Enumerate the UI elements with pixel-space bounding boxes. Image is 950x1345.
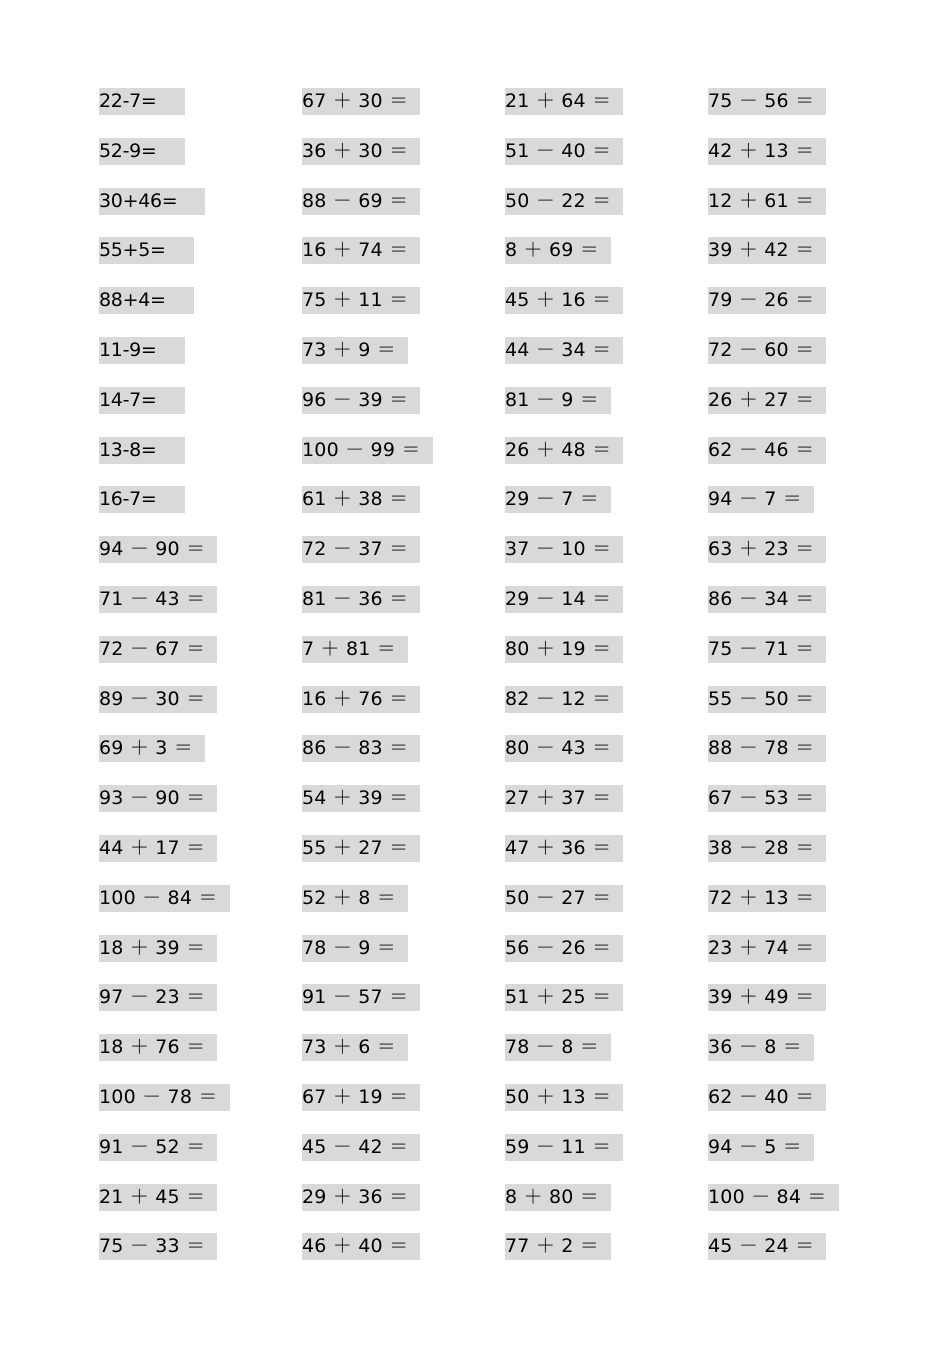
math-problem: 47 ＋ 36 ＝ bbox=[505, 835, 623, 862]
problem-cell bbox=[302, 984, 505, 1034]
math-problem: 16 ＋ 74 ＝ bbox=[302, 237, 420, 264]
problem-cell bbox=[505, 486, 708, 536]
problem-cell bbox=[302, 188, 505, 238]
problem-cell bbox=[302, 735, 505, 785]
problem-cell bbox=[302, 1034, 505, 1084]
problem-cell bbox=[99, 88, 302, 138]
math-problem: 50 － 27 ＝ bbox=[505, 885, 623, 912]
math-problem: 73 ＋ 6 ＝ bbox=[302, 1034, 408, 1061]
math-problem: 23 ＋ 74 ＝ bbox=[708, 935, 826, 962]
problem-cell bbox=[302, 586, 505, 636]
math-problem: 63 ＋ 23 ＝ bbox=[708, 536, 826, 563]
problem-cell bbox=[302, 1233, 505, 1283]
math-problem: 16-7= bbox=[99, 486, 185, 513]
problem-cell bbox=[99, 935, 302, 985]
math-problem: 91 － 57 ＝ bbox=[302, 984, 420, 1011]
math-problem: 69 ＋ 3 ＝ bbox=[99, 735, 205, 762]
math-problem: 54 ＋ 39 ＝ bbox=[302, 785, 420, 812]
math-problem: 86 － 83 ＝ bbox=[302, 735, 420, 762]
math-problem: 72 ＋ 13 ＝ bbox=[708, 885, 826, 912]
problem-cell bbox=[99, 1034, 302, 1084]
problem-cell bbox=[505, 1084, 708, 1134]
problem-cell bbox=[302, 88, 505, 138]
problem-cell bbox=[505, 785, 708, 835]
problem-cell bbox=[708, 486, 911, 536]
problem-cell bbox=[99, 885, 302, 935]
math-problem: 88 － 78 ＝ bbox=[708, 735, 826, 762]
math-problem: 46 ＋ 40 ＝ bbox=[302, 1233, 420, 1260]
math-problem: 45 ＋ 16 ＝ bbox=[505, 287, 623, 314]
problem-cell bbox=[505, 536, 708, 586]
math-problem: 13-8= bbox=[99, 437, 185, 464]
problem-cell bbox=[708, 138, 911, 188]
problem-cell bbox=[302, 237, 505, 287]
math-problem: 55+5= bbox=[99, 237, 194, 264]
math-problem: 56 － 26 ＝ bbox=[505, 935, 623, 962]
math-problem: 71 － 43 ＝ bbox=[99, 586, 217, 613]
math-problem: 72 － 60 ＝ bbox=[708, 337, 826, 364]
problem-cell bbox=[708, 188, 911, 238]
problem-cell bbox=[708, 636, 911, 686]
problem-cell bbox=[708, 88, 911, 138]
math-problem: 100 － 84 ＝ bbox=[708, 1184, 839, 1211]
problem-cell bbox=[302, 337, 505, 387]
problem-cell bbox=[99, 337, 302, 387]
math-problem: 21 ＋ 64 ＝ bbox=[505, 88, 623, 115]
problem-cell bbox=[99, 1134, 302, 1184]
problem-cell bbox=[302, 287, 505, 337]
math-problem: 52-9= bbox=[99, 138, 185, 165]
math-problem: 7 ＋ 81 ＝ bbox=[302, 636, 408, 663]
problem-cell bbox=[505, 885, 708, 935]
problem-cell bbox=[99, 486, 302, 536]
problem-cell bbox=[302, 387, 505, 437]
problem-cell bbox=[99, 586, 302, 636]
problem-cell bbox=[302, 536, 505, 586]
math-problem: 89 － 30 ＝ bbox=[99, 686, 217, 713]
problem-cell bbox=[708, 686, 911, 736]
problem-cell bbox=[708, 1034, 911, 1084]
problem-cell bbox=[505, 188, 708, 238]
problem-cell bbox=[708, 935, 911, 985]
math-problem: 12 ＋ 61 ＝ bbox=[708, 188, 826, 215]
problem-cell bbox=[505, 984, 708, 1034]
problem-cell bbox=[708, 1134, 911, 1184]
problem-cell bbox=[505, 437, 708, 487]
problem-cell bbox=[505, 1034, 708, 1084]
problem-cell bbox=[708, 237, 911, 287]
math-problem: 73 ＋ 9 ＝ bbox=[302, 337, 408, 364]
math-problem: 8 ＋ 69 ＝ bbox=[505, 237, 611, 264]
problem-cell bbox=[505, 138, 708, 188]
problem-cell bbox=[302, 1134, 505, 1184]
problem-cell bbox=[302, 686, 505, 736]
math-problem: 93 － 90 ＝ bbox=[99, 785, 217, 812]
problem-cell bbox=[302, 885, 505, 935]
math-problem: 88 － 69 ＝ bbox=[302, 188, 420, 215]
math-problem: 88+4= bbox=[99, 287, 194, 314]
math-problem: 91 － 52 ＝ bbox=[99, 1134, 217, 1161]
problem-grid bbox=[99, 88, 911, 1283]
math-problem: 36 － 8 ＝ bbox=[708, 1034, 814, 1061]
math-problem: 75 － 71 ＝ bbox=[708, 636, 826, 663]
problem-cell bbox=[505, 1233, 708, 1283]
problem-cell bbox=[302, 138, 505, 188]
problem-cell bbox=[99, 785, 302, 835]
problem-cell bbox=[708, 835, 911, 885]
math-problem: 18 ＋ 76 ＝ bbox=[99, 1034, 217, 1061]
problem-cell bbox=[99, 188, 302, 238]
math-problem: 16 ＋ 76 ＝ bbox=[302, 686, 420, 713]
problem-cell bbox=[99, 138, 302, 188]
problem-cell bbox=[99, 1084, 302, 1134]
math-problem: 81 － 36 ＝ bbox=[302, 586, 420, 613]
problem-cell bbox=[505, 586, 708, 636]
problem-cell bbox=[99, 1184, 302, 1234]
problem-cell bbox=[708, 586, 911, 636]
problem-cell bbox=[99, 536, 302, 586]
math-problem: 86 － 34 ＝ bbox=[708, 586, 826, 613]
math-problem: 75 － 56 ＝ bbox=[708, 88, 826, 115]
problem-cell bbox=[99, 735, 302, 785]
math-problem: 29 － 7 ＝ bbox=[505, 486, 611, 513]
math-problem: 82 － 12 ＝ bbox=[505, 686, 623, 713]
problem-cell bbox=[505, 1184, 708, 1234]
math-problem: 29 ＋ 36 ＝ bbox=[302, 1184, 420, 1211]
problem-cell bbox=[708, 437, 911, 487]
math-problem: 75 ＋ 11 ＝ bbox=[302, 287, 420, 314]
problem-cell bbox=[302, 785, 505, 835]
math-problem: 94 － 5 ＝ bbox=[708, 1134, 814, 1161]
problem-cell bbox=[99, 835, 302, 885]
math-problem: 80 － 43 ＝ bbox=[505, 735, 623, 762]
problem-cell bbox=[505, 686, 708, 736]
problem-cell bbox=[708, 536, 911, 586]
problem-cell bbox=[99, 237, 302, 287]
problem-cell bbox=[505, 88, 708, 138]
math-problem: 52 ＋ 8 ＝ bbox=[302, 885, 408, 912]
problem-cell bbox=[99, 287, 302, 337]
math-problem: 26 ＋ 27 ＝ bbox=[708, 387, 826, 414]
problem-cell bbox=[708, 387, 911, 437]
problem-cell bbox=[99, 1233, 302, 1283]
math-problem: 14-7= bbox=[99, 387, 185, 414]
math-problem: 75 － 33 ＝ bbox=[99, 1233, 217, 1260]
math-problem: 94 － 90 ＝ bbox=[99, 536, 217, 563]
problem-cell bbox=[708, 337, 911, 387]
problem-cell bbox=[99, 686, 302, 736]
math-problem: 44 － 34 ＝ bbox=[505, 337, 623, 364]
problem-cell bbox=[505, 835, 708, 885]
math-problem: 96 － 39 ＝ bbox=[302, 387, 420, 414]
problem-cell bbox=[99, 984, 302, 1034]
math-problem: 97 － 23 ＝ bbox=[99, 984, 217, 1011]
math-problem: 72 － 67 ＝ bbox=[99, 636, 217, 663]
math-problem: 78 － 9 ＝ bbox=[302, 935, 408, 962]
problem-cell bbox=[99, 387, 302, 437]
math-problem: 39 ＋ 49 ＝ bbox=[708, 984, 826, 1011]
math-problem: 44 ＋ 17 ＝ bbox=[99, 835, 217, 862]
math-problem: 38 － 28 ＝ bbox=[708, 835, 826, 862]
problem-cell bbox=[302, 1084, 505, 1134]
problem-cell bbox=[302, 636, 505, 686]
problem-cell bbox=[505, 287, 708, 337]
problem-cell bbox=[302, 1184, 505, 1234]
math-problem: 27 ＋ 37 ＝ bbox=[505, 785, 623, 812]
problem-cell bbox=[708, 1084, 911, 1134]
problem-cell bbox=[708, 1184, 911, 1234]
math-problem: 21 ＋ 45 ＝ bbox=[99, 1184, 217, 1211]
math-problem: 100 － 84 ＝ bbox=[99, 885, 230, 912]
problem-cell bbox=[708, 287, 911, 337]
math-problem: 45 － 42 ＝ bbox=[302, 1134, 420, 1161]
problem-cell bbox=[302, 935, 505, 985]
math-problem: 36 ＋ 30 ＝ bbox=[302, 138, 420, 165]
problem-cell bbox=[99, 437, 302, 487]
math-problem: 81 － 9 ＝ bbox=[505, 387, 611, 414]
problem-cell bbox=[708, 735, 911, 785]
problem-cell bbox=[708, 785, 911, 835]
math-problem: 22-7= bbox=[99, 88, 185, 115]
math-problem: 100 － 99 ＝ bbox=[302, 437, 433, 464]
math-problem: 59 － 11 ＝ bbox=[505, 1134, 623, 1161]
problem-cell bbox=[302, 486, 505, 536]
math-problem: 80 ＋ 19 ＝ bbox=[505, 636, 623, 663]
math-problem: 18 ＋ 39 ＝ bbox=[99, 935, 217, 962]
math-problem: 77 ＋ 2 ＝ bbox=[505, 1233, 611, 1260]
problem-cell bbox=[505, 337, 708, 387]
math-problem: 55 ＋ 27 ＝ bbox=[302, 835, 420, 862]
math-problem: 61 ＋ 38 ＝ bbox=[302, 486, 420, 513]
problem-cell bbox=[505, 387, 708, 437]
math-problem: 79 － 26 ＝ bbox=[708, 287, 826, 314]
problem-cell bbox=[505, 735, 708, 785]
problem-cell bbox=[302, 437, 505, 487]
math-problem: 37 － 10 ＝ bbox=[505, 536, 623, 563]
math-problem: 51 ＋ 25 ＝ bbox=[505, 984, 623, 1011]
math-problem: 11-9= bbox=[99, 337, 185, 364]
math-problem: 8 ＋ 80 ＝ bbox=[505, 1184, 611, 1211]
problem-cell bbox=[708, 1233, 911, 1283]
problem-cell bbox=[505, 636, 708, 686]
math-problem: 29 － 14 ＝ bbox=[505, 586, 623, 613]
math-problem: 67 ＋ 19 ＝ bbox=[302, 1084, 420, 1111]
math-problem: 50 ＋ 13 ＝ bbox=[505, 1084, 623, 1111]
math-problem: 62 － 46 ＝ bbox=[708, 437, 826, 464]
math-problem: 72 － 37 ＝ bbox=[302, 536, 420, 563]
problem-cell bbox=[99, 636, 302, 686]
math-problem: 42 ＋ 13 ＝ bbox=[708, 138, 826, 165]
math-problem: 45 － 24 ＝ bbox=[708, 1233, 826, 1260]
math-problem: 67 － 53 ＝ bbox=[708, 785, 826, 812]
problem-cell bbox=[505, 935, 708, 985]
problem-cell bbox=[302, 835, 505, 885]
math-problem: 67 ＋ 30 ＝ bbox=[302, 88, 420, 115]
problem-cell bbox=[505, 237, 708, 287]
math-problem: 94 － 7 ＝ bbox=[708, 486, 814, 513]
math-problem: 50 － 22 ＝ bbox=[505, 188, 623, 215]
problem-cell bbox=[708, 984, 911, 1034]
math-problem: 51 － 40 ＝ bbox=[505, 138, 623, 165]
math-problem: 39 ＋ 42 ＝ bbox=[708, 237, 826, 264]
problem-cell bbox=[708, 885, 911, 935]
math-problem: 78 － 8 ＝ bbox=[505, 1034, 611, 1061]
math-problem: 30+46= bbox=[99, 188, 205, 215]
math-problem: 55 － 50 ＝ bbox=[708, 686, 826, 713]
math-problem: 26 ＋ 48 ＝ bbox=[505, 437, 623, 464]
problem-cell bbox=[505, 1134, 708, 1184]
math-problem: 62 － 40 ＝ bbox=[708, 1084, 826, 1111]
math-problem: 100 － 78 ＝ bbox=[99, 1084, 230, 1111]
